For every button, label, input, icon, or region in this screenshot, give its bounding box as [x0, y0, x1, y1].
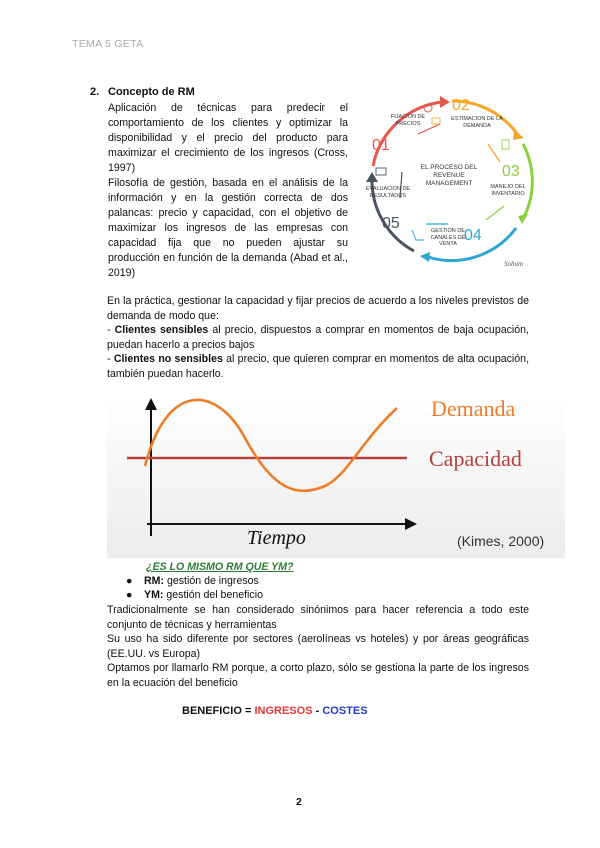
step-number-03: 03: [502, 163, 520, 180]
section-number: 2.: [90, 86, 100, 98]
practice-paragraph: [107, 294, 529, 382]
chart-icon: [432, 118, 440, 124]
ym-paragraph-synonyms: Tradicionalmente se han considerado sinónimos para hacer referencia a todo este conjunto de técnicas y herramientas: [107, 604, 529, 631]
nonsensitive-clients-term: Clientes no sensibles: [113, 353, 223, 366]
step-number-04: 04: [464, 227, 482, 244]
inner-arrow-3: [486, 206, 504, 220]
definition-abad: Filosofía de gestión, basada en el análisis de la información y en la gestión correcta de dos palancas: precio y capacidad, con el objetivo de maximizar los ingresos de las empresas con capacidad fija que no pueden ajustar su producción en función de la demanda (Abad et al., 2019): [108, 177, 348, 279]
step-label-04: GESTIÓN DE CANALES DE VENTA: [430, 228, 466, 247]
sensitive-clients-term: Clientes sensibles: [114, 324, 209, 337]
step-label-01: FIJACIÓN DE PRECIOS: [390, 114, 426, 127]
bullet-dot-icon: ●: [126, 589, 133, 601]
step-label-02: ESTIMACIÓN DE LA DEMANDA: [451, 116, 503, 129]
step-number-01: 01: [372, 137, 390, 154]
clipboard-icon: [502, 140, 509, 149]
laptop-icon: [376, 168, 386, 175]
profit-formula: BENEFICIO = INGRESOS - COSTES: [182, 705, 368, 717]
arrow-02-icon: [513, 130, 524, 140]
practice-item-nonsensitive: - Clientes no sensibles al precio, que quieren comprar en momentos de alta ocupación, también puedan hacerlo.: [107, 353, 530, 380]
step-number-05: 05: [382, 215, 400, 232]
formula-beneficio: BENEFICIO: [182, 705, 242, 717]
cycle-center-title: EL PROCESO DEL REVENUE MANAGEMENT: [420, 164, 478, 187]
cart-icon: [412, 230, 424, 240]
practice-item-sensitive: - Clientes sensibles al precio, dispuestos a comprar en momentos de baja ocupación, puedan hacerlo a precios bajos: [107, 324, 529, 351]
running-header: TEMA 5 GETA: [72, 38, 144, 50]
section-title: Concepto de RM: [108, 86, 195, 98]
capacity-label: Capacidad: [429, 446, 522, 471]
definition-cross: Aplicación de técnicas para predecir el comportamiento de los clientes y optimizar la disponibilidad y el precio del producto para maximizar el crecimiento de los ingresos (Cross, 1997): [108, 102, 348, 174]
inner-arrow-2: [488, 144, 500, 162]
list-item: ● RM: gestión de ingresos: [126, 575, 259, 587]
practice-intro: En la práctica, gestionar la capacidad y fijar precios de acuerdo a los niveles previstos de demanda de modo que:: [107, 295, 529, 322]
formula-costes: COSTES: [322, 705, 368, 717]
rm-process-diagram: [356, 90, 552, 272]
bullet-dot-icon: ●: [126, 575, 133, 587]
time-axis-label: Tiempo: [247, 527, 306, 549]
formula-ingresos: INGRESOS: [254, 705, 313, 717]
ym-explanation: [107, 603, 529, 691]
demand-capacity-chart: [107, 390, 565, 558]
diagram-signature: Sohum: [504, 260, 524, 268]
demand-label: Demanda: [431, 396, 516, 421]
chart-source: (Kimes, 2000): [457, 533, 545, 549]
ring-segment-03: [523, 144, 532, 217]
ym-paragraph-usage: Su uso ha sido diferente por sectores (aerolíneas vs hoteles) y por áreas geográficas (EE.UU. vs Europa): [107, 633, 529, 660]
arrow-03-icon: [518, 214, 528, 224]
step-label-05: EVALUACIÓN DE RESULTADOS: [365, 186, 411, 199]
arrow-01-icon: [440, 96, 450, 108]
ym-paragraph-choice: Optamos por llamarlo RM porque, a corto plazo, sólo se gestiona la parte de los ingresos en la ecuación del beneficio: [107, 662, 529, 689]
step-number-02: 02: [452, 97, 470, 114]
step-label-03: MANEJO DEL INVENTARIO: [490, 184, 526, 197]
section-heading: [90, 86, 195, 98]
definitions-column: [108, 101, 348, 281]
page-number: 2: [296, 796, 302, 808]
rm-ym-bullet-list: [126, 574, 263, 602]
ym-question-title: ¿ES LO MISMO RM QUE YM?: [146, 561, 294, 573]
list-item: ● YM: gestión del beneficio: [126, 589, 263, 601]
